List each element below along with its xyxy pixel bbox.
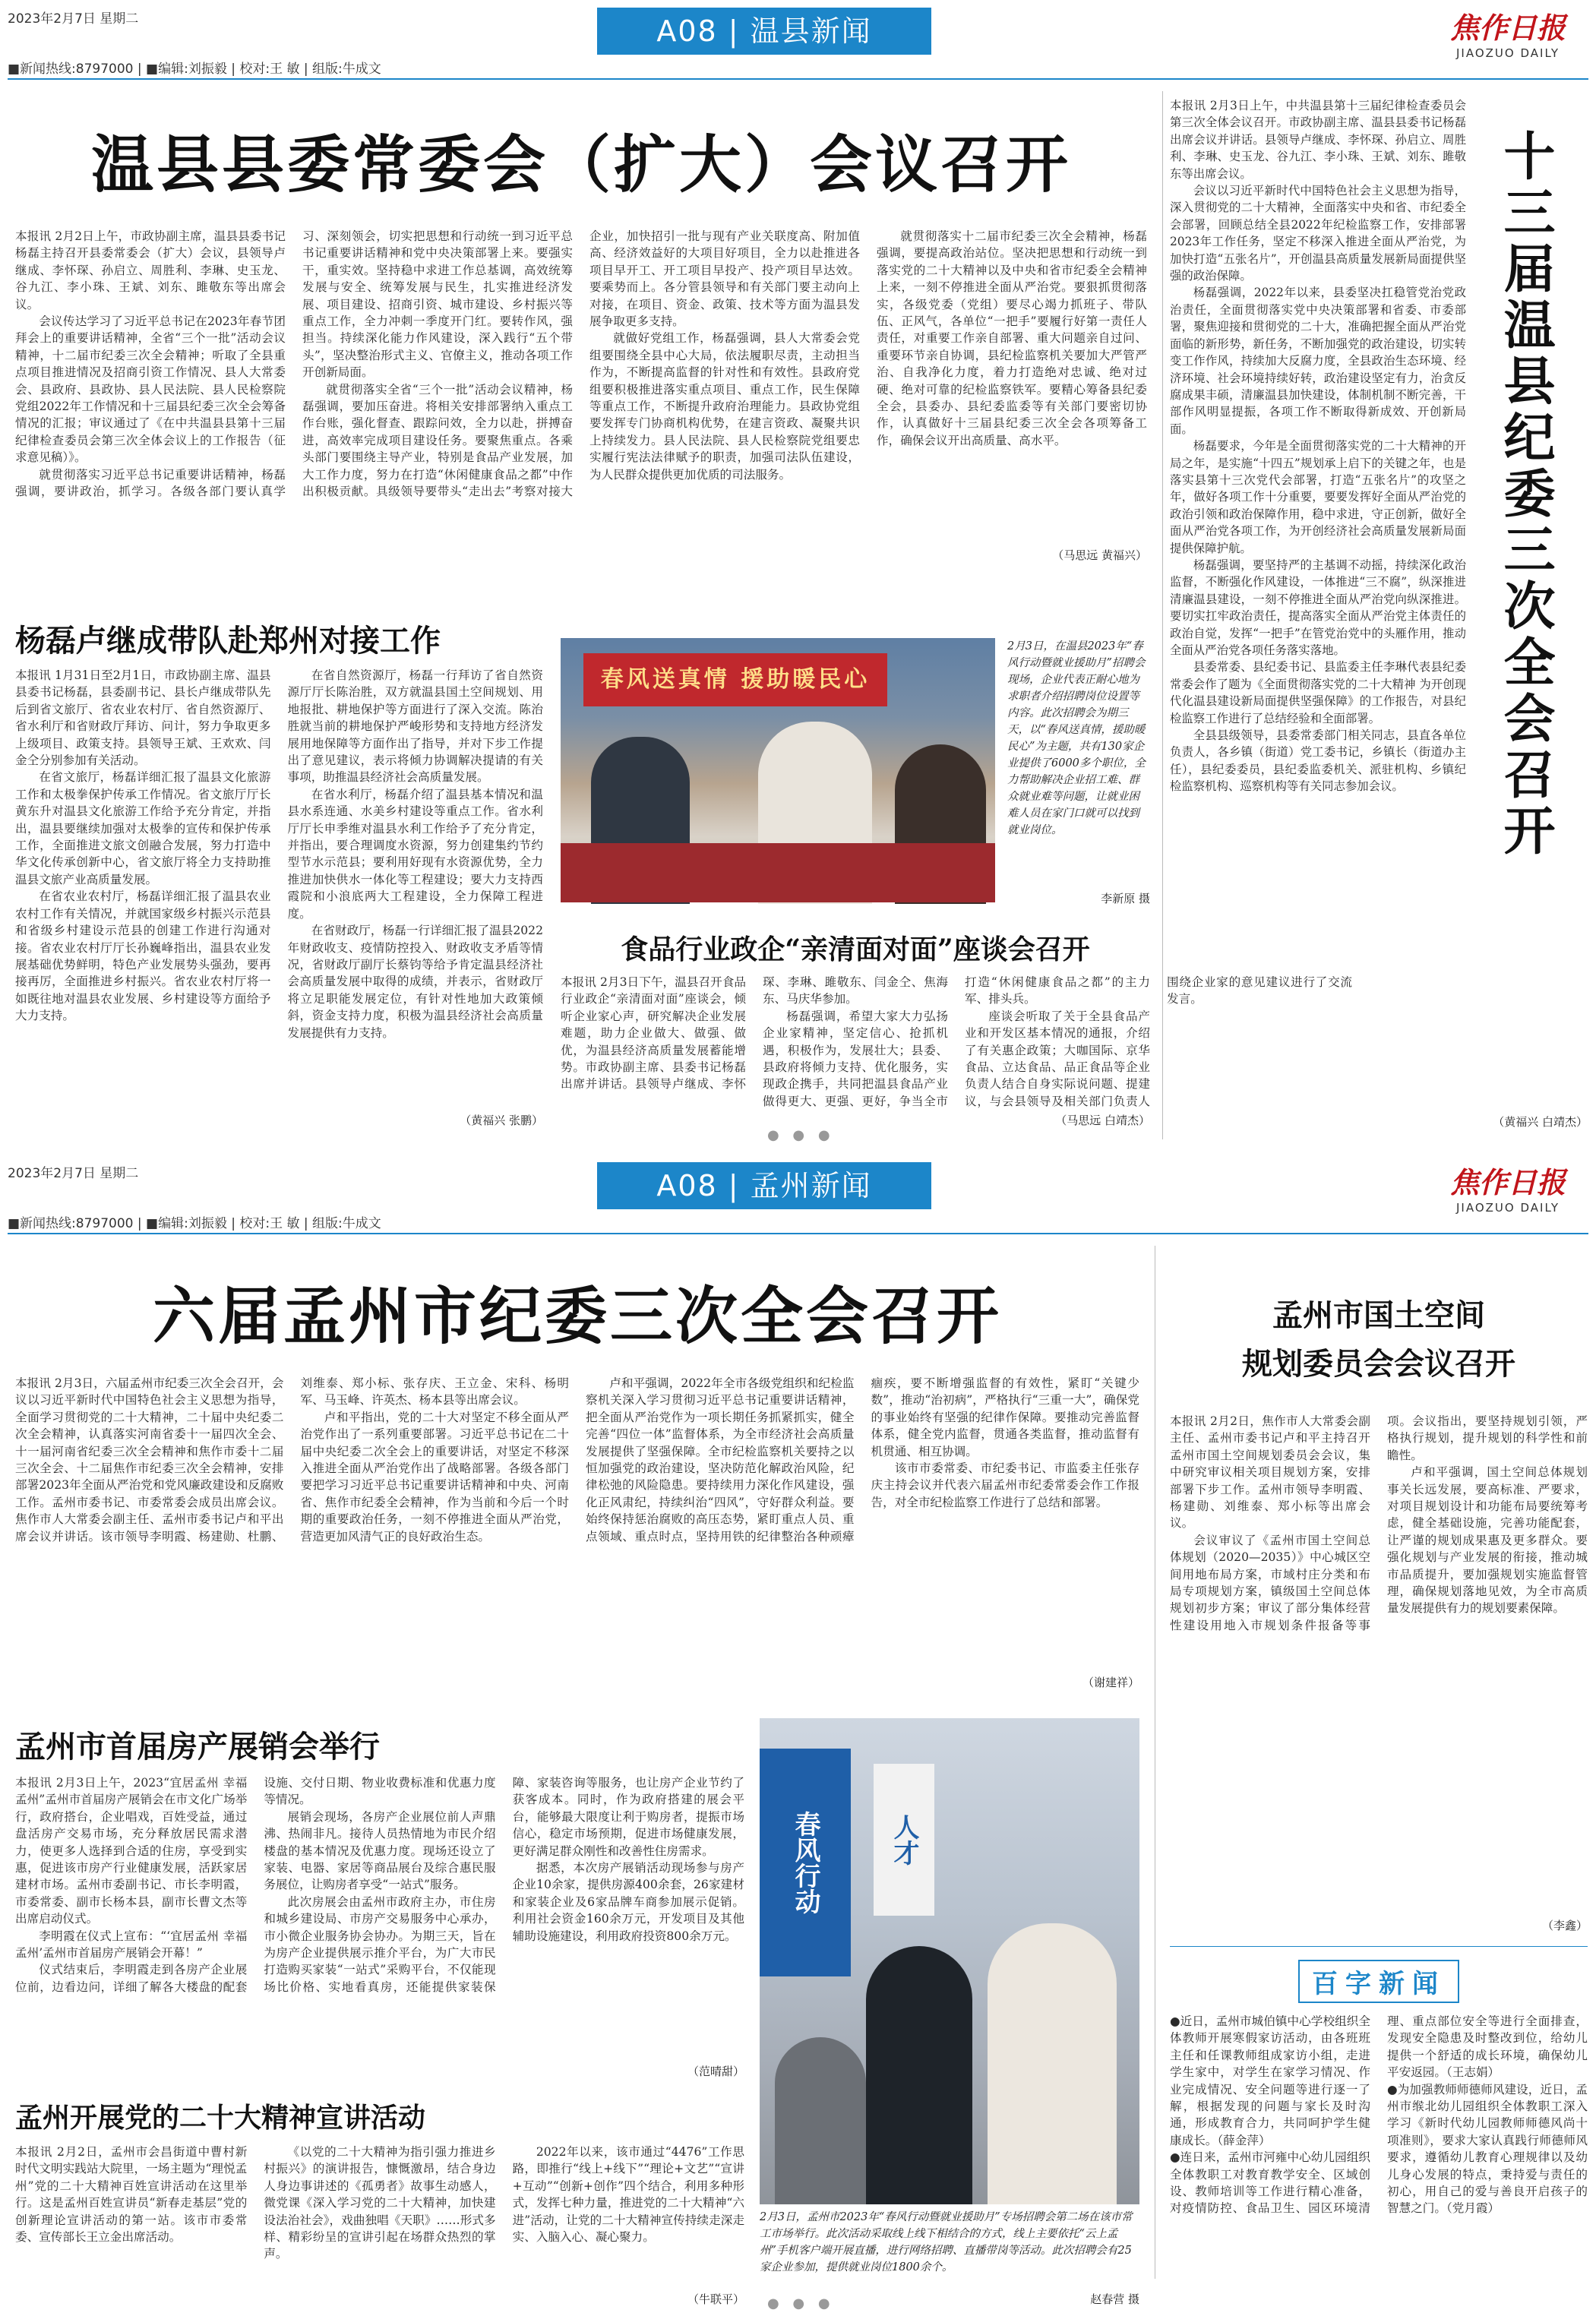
photo-sign: 人才 [874, 1764, 934, 1916]
right-article-credit: （黄福兴 白靖杰） [1493, 1115, 1588, 1129]
yang-article-credit: （黄福兴 张鹏） [460, 1114, 543, 1127]
right-article-body [1170, 97, 1466, 1115]
page-headline: 温县县委常委会（扩大）会议召开 [90, 128, 1071, 201]
section-name: 温县新闻 [750, 14, 872, 48]
column-divider [1162, 91, 1163, 1139]
paragraph: 就贯彻落实习近平总书记重要讲话精神，杨磊强调，要讲政治，抓学习。各级各部门要认真学习、深刻领会，切实把思想和行动统一到习近平总书记重要讲话精神和党中央决策部署上来。要强实干，重实效。坚持稳中求进工作总基调，高效统筹发展与安全、统筹发展与民生，扎实推进经济发展、项目建设、招商引资、城市建设、乡村振兴等重点工作，全力冲刺一季度开门红。要转作风，强担当。持续深化能力作风建设，深入践行“五个带头”，坚决整治形式主义、官僚主义，推动各项工作开创新局面。 [15, 229, 573, 499]
paragraph: 此次房展会由孟州市政府主办，市住房和城乡建设局、市房产交易服务中心承办，市小微企业服务协会协办。为期三天，旨在为房产企业提供展示推介平台，为广大市民打造购买家装“一站式”采购平台，不仅能现场比价格、实地看真房，还能提供家装保障、家装咨询等服务，也让房产企业节约了获客成本。同时，作为政府搭建的展会平台，能够最大限度让利于购房者，提振市场信心，稳定市场预期，促进市场健康发展，更好满足群众刚性和改善性住房需求。 [264, 1776, 744, 1994]
lead-article-credit: （谢建祥） [1082, 1676, 1139, 1689]
paragraph: 本报讯 2月3日上午，中共温县第十三届纪律检查委员会第三次全体会议召开。市政协副主席、温县县委书记杨磊出席会议并讲话。县领导卢继成、李怀琛、孙启立、周胜利、李琳、史玉龙、谷九江、李小珠、王斌、刘东、雎敬东等出席会议。 [1170, 99, 1466, 181]
header-rule [8, 78, 1588, 80]
house-article-body [15, 1774, 744, 2063]
land-article-credit: （李鑫） [1541, 1919, 1588, 1932]
brief-news-title: 百字新闻 [1298, 1960, 1459, 2003]
paragraph: 会议审议了《孟州市国土空间总体规划（2020—2035）》中心城区空间用地布局方案，市域村庄分类和布局专项规划方案，镇级国土空间总体规划初步方案；审议了部分集体经营性建设用地入市规划条件报备等事项。会议指出，要坚持规划引领，严格执行规划，提升规划的科学性和前瞻性。 [1170, 1414, 1588, 1632]
brief-item: ●为加强教师师德师风建设，近日，孟州市缑北幼儿园组织全体教职工深入学习《新时代幼儿园教师师德风尚十项准则》，要求大家认真践行师德师风要求，遵循幼儿教育心理规律以及幼儿身心发展的特点，秉持爱与责任的初心，用自己的爱与善良开启孩子的智慧之门。（党月霞） [1387, 2082, 1588, 2216]
land-title-line-2: 规划委员会会议召开 [1242, 1346, 1515, 1382]
paragraph: 在省水利厅，杨磊介绍了温县基本情况和温县水系连通、水美乡村建设等重点工作。省水利厅厅长申季维对温县水利工作给予了充分肯定，并指出，要合理调度水资源，努力创建集约节约型节水示范县；要利用好现有水资源优势，全力推进加快供水一体化等工程建设；要大力支持西霞院和小浪底两大工程建设，全力保障工程进度。 [287, 787, 543, 921]
food-article-body [561, 974, 1352, 1111]
land-title-line-1: 孟州市国土空间 [1272, 1297, 1485, 1333]
logo-english: JIAOZUO DAILY [1456, 46, 1560, 60]
section-number: A08 [656, 14, 718, 48]
yang-article-title: 杨磊卢继成带队赴郑州对接工作 [15, 623, 441, 659]
page-meta: ■新闻热线:8797000 | ■编辑:刘振毅 | 校对:王 敏 | 组版:牛成文 [8, 1216, 381, 1231]
job-fair-photo-credit: 李新原 摄 [1101, 892, 1150, 905]
paragraph: 仪式结束后，李明霞走到各房产企业展位前，边看边问，详细了解各大楼盘的配套设施、交付日期、物业收费标准和优惠力度等情况。 [15, 1776, 496, 1994]
paragraph: 卢和平强调，国土空间总体规划事关长远发展，要高标准、严要求，对项目规划设计和功能布局要统筹考虑，健全基础设施，完善功能配套，让严谨的规划成果惠及更多群众。要强化规划与产业发展的衔接，推动城市品质提升，要加强规划实施监督管理，确保规划落地见效，为全市高质量发展提供有力的规划要素保障。 [1387, 1465, 1588, 1616]
food-article-credit: （马思远 白靖杰） [1055, 1114, 1150, 1127]
paragraph: 杨磊强调，2022年以来，县委坚决扛稳管党治党政治责任，全面贯彻落实党中央决策部署和省委、市委部署，聚焦迎接和贯彻党的二十大，准确把握全面从严治党面临的新形势，新任务，不断加强党的政治建设，切实转变工作作风，持续加大反腐力度，全县政治生态环境、经济环境、社会环境持续好转，政治建设坚定有力，治贪反腐成果丰硕，清廉温县加快建设，体制机制不断完善，干部作风明显提振，各项工作不断取得新成效、开创新局面。 [1170, 286, 1466, 436]
food-article-title: 食品行业政企“亲清面对面”座谈会召开 [621, 934, 1090, 965]
paragraph: 本报讯 2月3日上午，2023“宜居孟州 幸福孟州”孟州市首届房产展销会在市文化广场举行，政府搭台，企业唱戏，百姓受益，通过盘活房产交易市场，充分释放居民需求潜力，使更多人选择到合适的住房，享受到实惠，促进该市房产行业健康发展，活跃家居建材市场。孟州市委副书记、市长李明霞，市委常委、副市长杨本县，副市长曹文杰等出席启动仪式。 [15, 1776, 248, 1926]
banner-text-right: 援助暖民心 [741, 666, 871, 693]
paragraph: 全县县级领导，县委常委部门相关同志，县直各单位负责人，各乡镇（街道）党工委书记，乡镇长（街道办主任），县纪委委员，县纪委监委机关、派驻机构、乡镇纪检监察机构、巡察机构等有关同志参加会议。 [1170, 728, 1466, 794]
logo-text: 焦作日报 [1449, 1165, 1566, 1199]
house-article-title: 孟州市首届房产展销会举行 [15, 1729, 380, 1765]
paragraph: 该市市委常委、市纪委书记、市监委主任张存庆主持会议并代表六届孟州市纪委常委会作工作报告，对全市纪检监察工作进行了总结和部署。 [871, 1461, 1139, 1509]
land-article-body [1170, 1413, 1588, 1914]
paragraph: 本报讯 2月2日，焦作市人大常委会副主任、孟州市委书记卢和平主持召开孟州市国土空间规划委员会会议，集中研究审议相关项目规划方案，安排部署下步工作。孟州市领导李明霞、杨建勋、刘维泰、郑小标等出席会议。 [1170, 1414, 1370, 1531]
paragraph: 在省财政厅，杨磊一行详细汇报了温县2022年财政收支、疫情防控投入、财政收支矛盾等情况，省财政厅副厅长蔡钧等给予肯定温县经济社会高质量发展中取得的成绩，并表示，省财政厅将立足职能发展定位，有针对性地加大政策倾斜，资金支持力度，积极为温县经济社会高质量发展提供有力支持。 [287, 924, 543, 1040]
job-fair-caption: 2月3日，在温县2023年“春风行动暨就业援助月”招聘会现场，企业代表正耐心地为求职者介绍招聘岗位设置等内容。此次招聘会为期三天，以“春风送真情，援助暖民心”为主题，共有130家企业提供了6000多个职位，全力帮助解决企业招工难、群众就业难等问题，让就业困难人员在家门口就可以找到就业岗位。 [1007, 640, 1146, 836]
section-name: 孟州新闻 [750, 1169, 872, 1202]
brief-news-body [1170, 2013, 1588, 2294]
section-divider [1170, 1946, 1588, 1947]
masthead-logo [1428, 5, 1588, 60]
paragraph: 《以党的二十大精神为指引强力推进乡村振兴》的演讲报告，慷慨激昂，结合身边人身边事讲述的《孤勇者》故事生动感人，微党课《深入学习党的二十大精神，加快建设法治社会》，戏曲独唱《天职》……形式多样、精彩纷呈的宣讲引起在场群众热烈的掌声。 [264, 2145, 496, 2261]
recruitment-photo-credit: 赵春营 摄 [1090, 2292, 1139, 2306]
paragraph: 会议以习近平新时代中国特色社会主义思想为指导，深入贯彻党的二十大精神，全面落实中央和省、市纪委全会部署，回顾总结全县2022年纪检监察工作，安排部署2023年工作任务，坚定不移深入推进全面从严治党，为加快打造“五张名片”，开创温县高质量发展新局面提供坚强的政治保障。 [1170, 184, 1466, 283]
paragraph: 2022年以来，该市通过“4476”工作思路，即推行“线上+线下”“理论+文艺”“宣讲+互动”“创新+创作”四个结合，利用多种形式，发挥七种力量，推进党的二十大精神“六进”活动，让党的二十大精神宣传持续走深走实、入脑入心、凝心聚力。 [512, 2145, 744, 2245]
issue-date: 2023年2月7日 星期二 [8, 1166, 139, 1181]
paragraph: 就贯彻落实全省“三个一批”活动会议精神，杨磊强调，要加压奋进。将相关安排部署纳入重点工作台账，强化督查、跟踪问效，全力以赴，拼搏奋进，高效率完成项目建设任务。要聚焦重点。各乘头部门要围绕主导产业，特别是食品产业发展，加大工作力度，努力在打造“休闲健康食品之都”中作出积极贡献。具级领导要带头“走出去”考察对接大企业，加快招引一批与现有产业关联度高、附加值高、经济效益好的大项目好项目，全力以赴推进各项目早开工、开工项目早投产、投产项目早达效。要乘势而上。各分管县领导和有关部门要主动向上对接，在项目、资金、政策、技术等方面为温县发展争取更多支持。 [302, 229, 860, 499]
recruitment-photo [760, 1718, 1139, 2204]
issue-date: 2023年2月7日 星期二 [8, 11, 139, 27]
paragraph: 本报讯 2月2日，孟州市会昌街道中曹村新时代文明实践站大院里，一场主题为“理悦孟州”党的二十大精神百姓宣讲活动在这里举行。这是孟州百姓宣讲员“新春走基层”党的创新理论宣讲活动的第一站。该市市委常委、宣传部长王立金出席活动。 [15, 2145, 248, 2245]
photo-sign: 春风行动 [760, 1749, 851, 1976]
paragraph: 本报讯 2月3日下午，温县召开食品行业政企“亲清面对面”座谈会，倾听企业家心声，研究解决企业发展难题，助力企业做大、做强、做优，为温县经济高质量发展蓄能增势。市政协副主席、县委书记杨磊出席并讲话。县领导卢继成、李怀琛、李琳、雎敬东、闫金仝、焦海东、马庆华参加。 [561, 975, 948, 1092]
section-tag: A08 | 孟州新闻 [597, 1162, 931, 1209]
header-rule [8, 1233, 1588, 1234]
recruitment-caption: 2月3日，孟州市2023年“春风行动暨就业援助月”专场招聘会第二场在该市常工市场举行。此次活动采取线上线下相结合的方式，线上主要依托“云上孟州”手机客户端开展直播，进行网络招聘、直播带岗等活动。此次招聘会有25家企业参加，提供就业岗位1800余个。 [760, 2211, 1133, 2273]
paragraph: 在省文旅厅，杨磊详细汇报了温县文化旅游工作和太极拳保护传承工作情况。省文旅厅厅长黄东升对温县文化旅游工作给予充分肯定，并指出，温县要继续加强对太极拳的宣传和保护传承工作，全面推进文旅文创融合发展，努力打造中华文化传承创新中心，省文旅厅将全力支持助推温县文旅产业高质量发展。 [15, 770, 271, 886]
paragraph: 县委常委、县纪委书记、县监委主任李琳代表县纪委常委会作了题为《全面贯彻落实党的二十大精神 为开创现代化温县建设新局面提供坚强保障》的工作报告，对县纪检监察工作进行了总结经验和全面部署。 [1170, 660, 1466, 725]
paragraph: 李明霞在仪式上宣布：“‘宜居孟州 幸福孟州’孟州市首届房产展销会开幕！” [15, 1929, 248, 1961]
party-article-body [15, 2144, 744, 2295]
paragraph: 座谈会听取了关于全县食品产业和开发区基本情况的通报，介绍了有关惠企政策；大咖国际、京华食品、立达食品、品正食品等企业负责人结合自身实际说问题、提建议，与会县领导及相关部门负责人围绕企业家的意见建议进行了交流发言。 [965, 975, 1352, 1108]
party-article-title: 孟州开展党的二十大精神宣讲活动 [15, 2102, 426, 2134]
brief-item: ●近日，孟州市城伯镇中心学校组织全体教师开展寒假家访活动，由各班班主任和任课教师组成家访小组，走进学生家中，对学生在家学习情况、作业完成情况、安全问题等进行逐一了解，根据发现的问题与家长及时沟通，形成教育合力，共同呵护学生健康成长。（薛金萍） [1170, 2014, 1370, 2147]
lead-article-body [15, 228, 1147, 556]
paragraph: 杨磊强调，要坚持严的主基调不动摇，持续深化政治监督，不断强化作风建设，一体推进“三不腐”，纵深推进清廉温县建设，一刻不停推进全面从严治党向纵深推进。要切实扛牢政治责任，提高落实全面从严治党主体责任的政治自觉，发挥“一把手”在管党治党中的头雁作用，推动全面从严治党各项任务落实落地。 [1170, 558, 1466, 657]
paragraph: 会议传达学习了习近平总书记在2023年春节团拜会上的重要讲话精神，全省“三个一批”活动会议精神，十二届市纪委三次全会精神；听取了全县重点项目推进情况及招商引资工作情况、县人大常委会、县政府、县政协、县人民法院、县人民检察院党组2022年工作情况和十三届县纪委三次全会筹备情况的汇报；审议通过了《在中共温县县第十三届纪律检查委员会第三次全体会议上的工作报告（征求意见稿）》。 [15, 314, 286, 465]
page-meta: ■新闻热线:8797000 | ■编辑:刘振毅 | 校对:王 敏 | 组版:牛成文 [8, 62, 381, 77]
paragraph: 在省自然资源厅，杨磊一行拜访了省自然资源厅厅长陈治胜，双方就温县国土空间规划、用地报批、耕地保护等方面进行了深入交流。陈治胜就当前的耕地保护严峻形势和支持地方经济发展用地保障等方面作出了指导，并对下步工作提出了意见建议，表示将倾力协调解决提请的有关事项，助推温县经济社会高质量发展。 [287, 668, 543, 785]
paragraph: 在省农业农村厅，杨磊详细汇报了温县农业农村工作有关情况，并就国家级乡村振兴示范县和省级乡村建设示范县的创建工作进行沟通对接。省农业农村厅厅长孙巍峰指出，温县农业发展基础优势鲜明，特色产业发展势头强劲，要再接再厉，全面推进乡村振兴。省农业农村厅将一如既往地对温县农业发展、乡村建设等方面给予大力支持。 [15, 889, 271, 1023]
photo-banner [583, 653, 887, 706]
paragraph: 展销会现场，各房产企业展位前人声鼎沸、热闹非凡。接待人员热情地为市民介绍楼盘的基本情况及优惠力度。现场还设立了家装、电器、家居等商品展台及综合惠民服务展位，让购房者享受“一站式”服务。 [264, 1809, 496, 1892]
party-article-credit: （牛联平） [687, 2292, 744, 2306]
paragraph: 本报讯 2月2日上午，市政协副主席，温县县委书记杨磊主持召开县委常委会（扩大）会议，县领导卢继成、李怀琛、孙启立、周胜利、李琳、史玉龙、谷九江、李小珠、王斌、刘东、雎敬东等出席会议。 [15, 229, 286, 311]
paragraph: 据悉，本次房产展销活动现场参与房产企业10余家，提供房源400余套，26家建材和家装企业及6家品牌车商参加展示促销。利用社会资金160余万元，开发项目及其他辅助设施建设，利用政府投资800余万元。 [512, 1861, 744, 1943]
paragraph: 杨磊要求，今年是全面贯彻落实党的二十大精神的开局之年，是实施“十四五”规划承上启下的关键之年，也是落实县第十三次党代会部署，打造“五张名片”的攻坚之年，做好各项工作十分重要，要要发挥好全面从严治党的政治引领和政治保障作用，稳中求进，守正创新，做好全面从严治党各项工作，为开创经济社会高质量发展新局面提供保障护航。 [1170, 439, 1466, 555]
house-article-credit: （范晴甜） [687, 2065, 744, 2078]
table [561, 843, 995, 902]
dots-icon: ● ● ● [767, 2295, 835, 2311]
vertical-headline: 十三届温县纪委三次全会召开 [1495, 129, 1556, 860]
paragraph: 卢和平强调，2022年全市各级党组织和纪检监察机关深入学习贯彻习近平总书记重要讲话精神，把全面从严治党作为一项长期任务抓紧抓实，健全完善“四位一体”监督体系，为全市经济社会高质量发展提供了坚强保障。全市纪检监察机关要持之以恒加强党的政治建设，坚决防范化解政治风险，纪律松弛的风险隐患。要持续用力深化作风建设，强化正风肃纪，持续纠治“四风”，守好群众利益。要始终保持惩治腐败的高压态势，紧盯重点人员、重点领域、重点时点，坚持用铁的纪律整治各种顽瘴痼疾，要不断增强监督的有效性，紧盯“关键少数”，推动“治初病”，严格执行“三重一大”，确保党的事业始终有坚强的纪律作保障。要推动完善监督体系，健全党内监督，贯通各类监督，推动监督有机贯通、相互协调。 [586, 1376, 1139, 1543]
paragraph: 就做好党组工作，杨磊强调，县人大常委会党组要围绕全县中心大局，依法履职尽责，主动担当作为，不断提高监督的针对性和有效性。县政府党组要积极推进落实重点项目、重点工作，民生保障等重点工作，不断提升政府治理能力。县政协党组要发挥专门协商机构优势，在建言资政、凝聚共识上持续发力。县人民法院、县人民检察院党组要忠实履行宪法法律赋予的职责，加强司法队伍建设，为人民群众提供更加优质的司法服务。 [589, 331, 860, 482]
paragraph: 卢和平指出，党的二十大对坚定不移全面从严治党作出了一系列重要部署。习近平总书记在二十届中央纪委二次全会上的重要讲话，对坚定不移深入推进全面从严治党作出了战略部署。各级各部门要把学习习近平总书记重要讲话精神和中央、河南省、焦作市纪委全会精神，作为当前和今后一个时期的重要政治任务，一刻不停推进全面从严治党，营造更加风清气正的良好政治生态。 [300, 1410, 569, 1543]
brief-item: ●连日来，孟州市河雍中心幼儿园组织全体教职工对教育教学安全、区域创设、教师培训等工作进行精心准备，对疫情防控、食品卫生、园区环境清理、重点部位安全等进行全面排查，发现安全隐患及时整改到位，给幼儿提供一个舒适的成长环境，确保幼儿平安返园。（王志娟） [1170, 2014, 1588, 2216]
paragraph: 本报讯 2月3日，六届孟州市纪委三次全会召开，会议以习近平新时代中国特色社会主义思想为指导，全面学习贯彻党的二十大精神，二十届中央纪委二次全会精神，认真落实河南省委十一届四次全会、十一届河南省纪委三次全会精神和焦作市委十二届三次全会、十二届焦作市纪委三次全会精神，安排部署2023年全面从严治党和党风廉政建设和反腐败工作。孟州市委书记、市委常委会成员出席会议。焦作市人大常委会副主任、孟州市委书记卢和平出席会议并讲话。该市领导李明霞、杨建勋、杜鹏、刘维泰、郑小标、张存庆、王立金、宋科、杨明军、马玉峰、许英杰、杨本县等出席会议。 [15, 1376, 569, 1543]
land-article-title [1170, 1291, 1588, 1389]
logo-text: 焦作日报 [1449, 11, 1566, 45]
person-figure [775, 2037, 866, 2204]
paragraph: 本报讯 1月31日至2月1日，市政协副主席、温县县委书记杨磊，县委副书记、县长卢继成带队先后到省文旅厅、省农业农村厅、省自然资源厅、省水利厅和省财政厅拜访、问计，努力争取更多上级项目、政策支持。县领导王斌、王欢欢、闫金仝分别参加有关活动。 [15, 668, 271, 768]
section-tag: A08 | 温县新闻 [597, 8, 931, 55]
yang-article-body [15, 667, 543, 1117]
lead-article-body [15, 1375, 1139, 1680]
brief-news-header [1170, 1960, 1588, 2003]
person-figure [988, 1923, 1117, 2204]
lead-article-credit: （马思远 黄福兴） [1052, 548, 1147, 562]
banner-text-left: 春风送真情 [600, 666, 730, 693]
person-figure [866, 1946, 972, 2204]
paragraph: 杨磊强调，希望大家大力弘扬企业家精神，坚定信心、抢抓机遇，积极作为，发展壮大；县委、县政府将倾力支持、优化服务，实现政企携手，共同把温县食品产业做得更大、更强、更好，争当全市打造“休闲健康食品之都”的主力军、排头兵。 [763, 975, 1150, 1108]
paragraph: 就贯彻落实十二届市纪委三次全会精神，杨磊强调，要提高政治站位。坚决把思想和行动统一到落实党的二十大精神以及中央和省市纪委全会精神上来，一刻不停推进全面从严治党。要狠抓贯彻落实，各级党委（党组）要尽心竭力抓班子、带队伍、正风气，各单位“一把手”要履行好第一责任人责任，对重要工作亲自部署、重大问题亲自过问、重要环节亲自协调，县纪检监察机关要加大严管严治、自我净化力度，着力打造绝对忠诚、绝对过硬、绝对可靠的纪检监察铁军。要精心筹备县纪委全会，县委办、县纪委监委等有关部门要密切协作，认真做好十三届县纪委三次全会各项筹备工作，确保会议开出高质量、高水平。 [877, 229, 1147, 447]
logo-english: JIAOZUO DAILY [1456, 1201, 1560, 1215]
page-headline: 六届孟州市纪委三次全会召开 [152, 1280, 1002, 1353]
dots-icon: ● ● ● [767, 1127, 835, 1143]
masthead-logo [1428, 1159, 1588, 1215]
job-fair-photo [561, 638, 995, 902]
section-number: A08 [656, 1169, 718, 1202]
